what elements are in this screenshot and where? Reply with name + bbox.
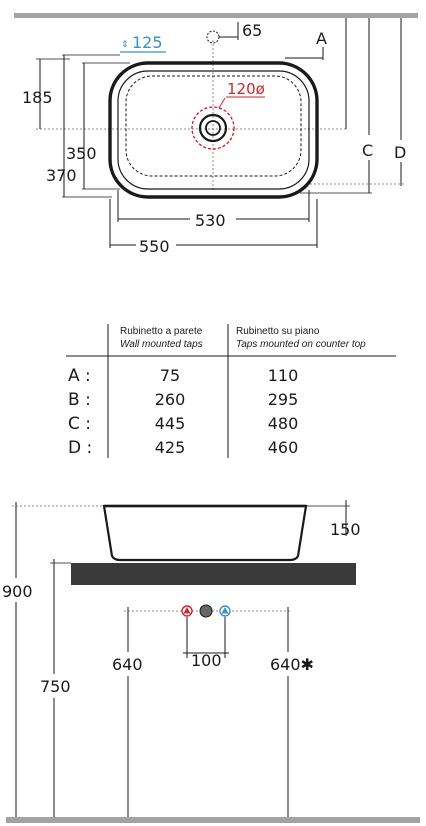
wall-line-top: [14, 13, 418, 18]
dim-150-label: 150: [330, 520, 361, 539]
dim-350-label: 350: [66, 144, 97, 163]
dim-65-label: 65: [242, 21, 263, 40]
row-label: C :: [68, 414, 92, 434]
drain-diameter-label: 120ø: [227, 80, 265, 98]
dim-125-arrows: ⇕: [121, 40, 129, 50]
table-col1-subtitle: Wall mounted taps: [120, 339, 203, 350]
dim-370-label: 370: [46, 166, 77, 185]
countertop: [71, 563, 356, 585]
dim-C-label: C: [362, 141, 374, 160]
row-label: A :: [68, 366, 91, 386]
dim-D-label: D: [394, 143, 407, 162]
dim-100-label: 100: [191, 651, 222, 670]
row-wall-value: 260: [154, 390, 186, 409]
drain-label-arrow: [219, 98, 225, 108]
row-label: D :: [68, 438, 93, 458]
table-row: [68, 438, 298, 458]
basin-inner-outline: [118, 71, 309, 189]
dim-750-label: 750: [40, 677, 71, 696]
row-counter-value: 460: [267, 438, 299, 457]
row-label: B :: [68, 390, 91, 410]
dim-530-label: 530: [195, 211, 226, 230]
basin-bowl-dashed: [126, 76, 301, 176]
row-counter-value: 295: [267, 390, 299, 409]
basin-outer-outline: [110, 63, 317, 197]
row-wall-value: 75: [159, 366, 181, 385]
basin-side-profile: [104, 506, 306, 560]
dim-550-label: 550: [139, 237, 170, 256]
dim-900-label: 900: [2, 582, 33, 601]
row-counter-value: 480: [267, 414, 299, 433]
dim-640-left-label: 640: [112, 655, 143, 674]
dim-640-right-label: 640✱: [270, 655, 314, 674]
table-col2-title: Rubinetto su piano: [236, 326, 320, 337]
drain-outlet-icon: [200, 605, 212, 617]
dim-185-label: 185: [22, 88, 53, 107]
table-row: [68, 390, 298, 410]
table-row: [68, 366, 298, 386]
table-row: [68, 414, 298, 434]
table-col2-subtitle: Taps mounted on counter top: [236, 339, 366, 350]
table-col1-title: Rubinetto a parete: [120, 326, 203, 337]
row-wall-value: 425: [154, 438, 186, 457]
dim-A-label: A: [316, 29, 327, 48]
row-counter-value: 110: [267, 366, 299, 385]
row-wall-value: 445: [154, 414, 186, 433]
dim-125-label: 125: [132, 33, 163, 52]
floor-line: [6, 817, 420, 823]
